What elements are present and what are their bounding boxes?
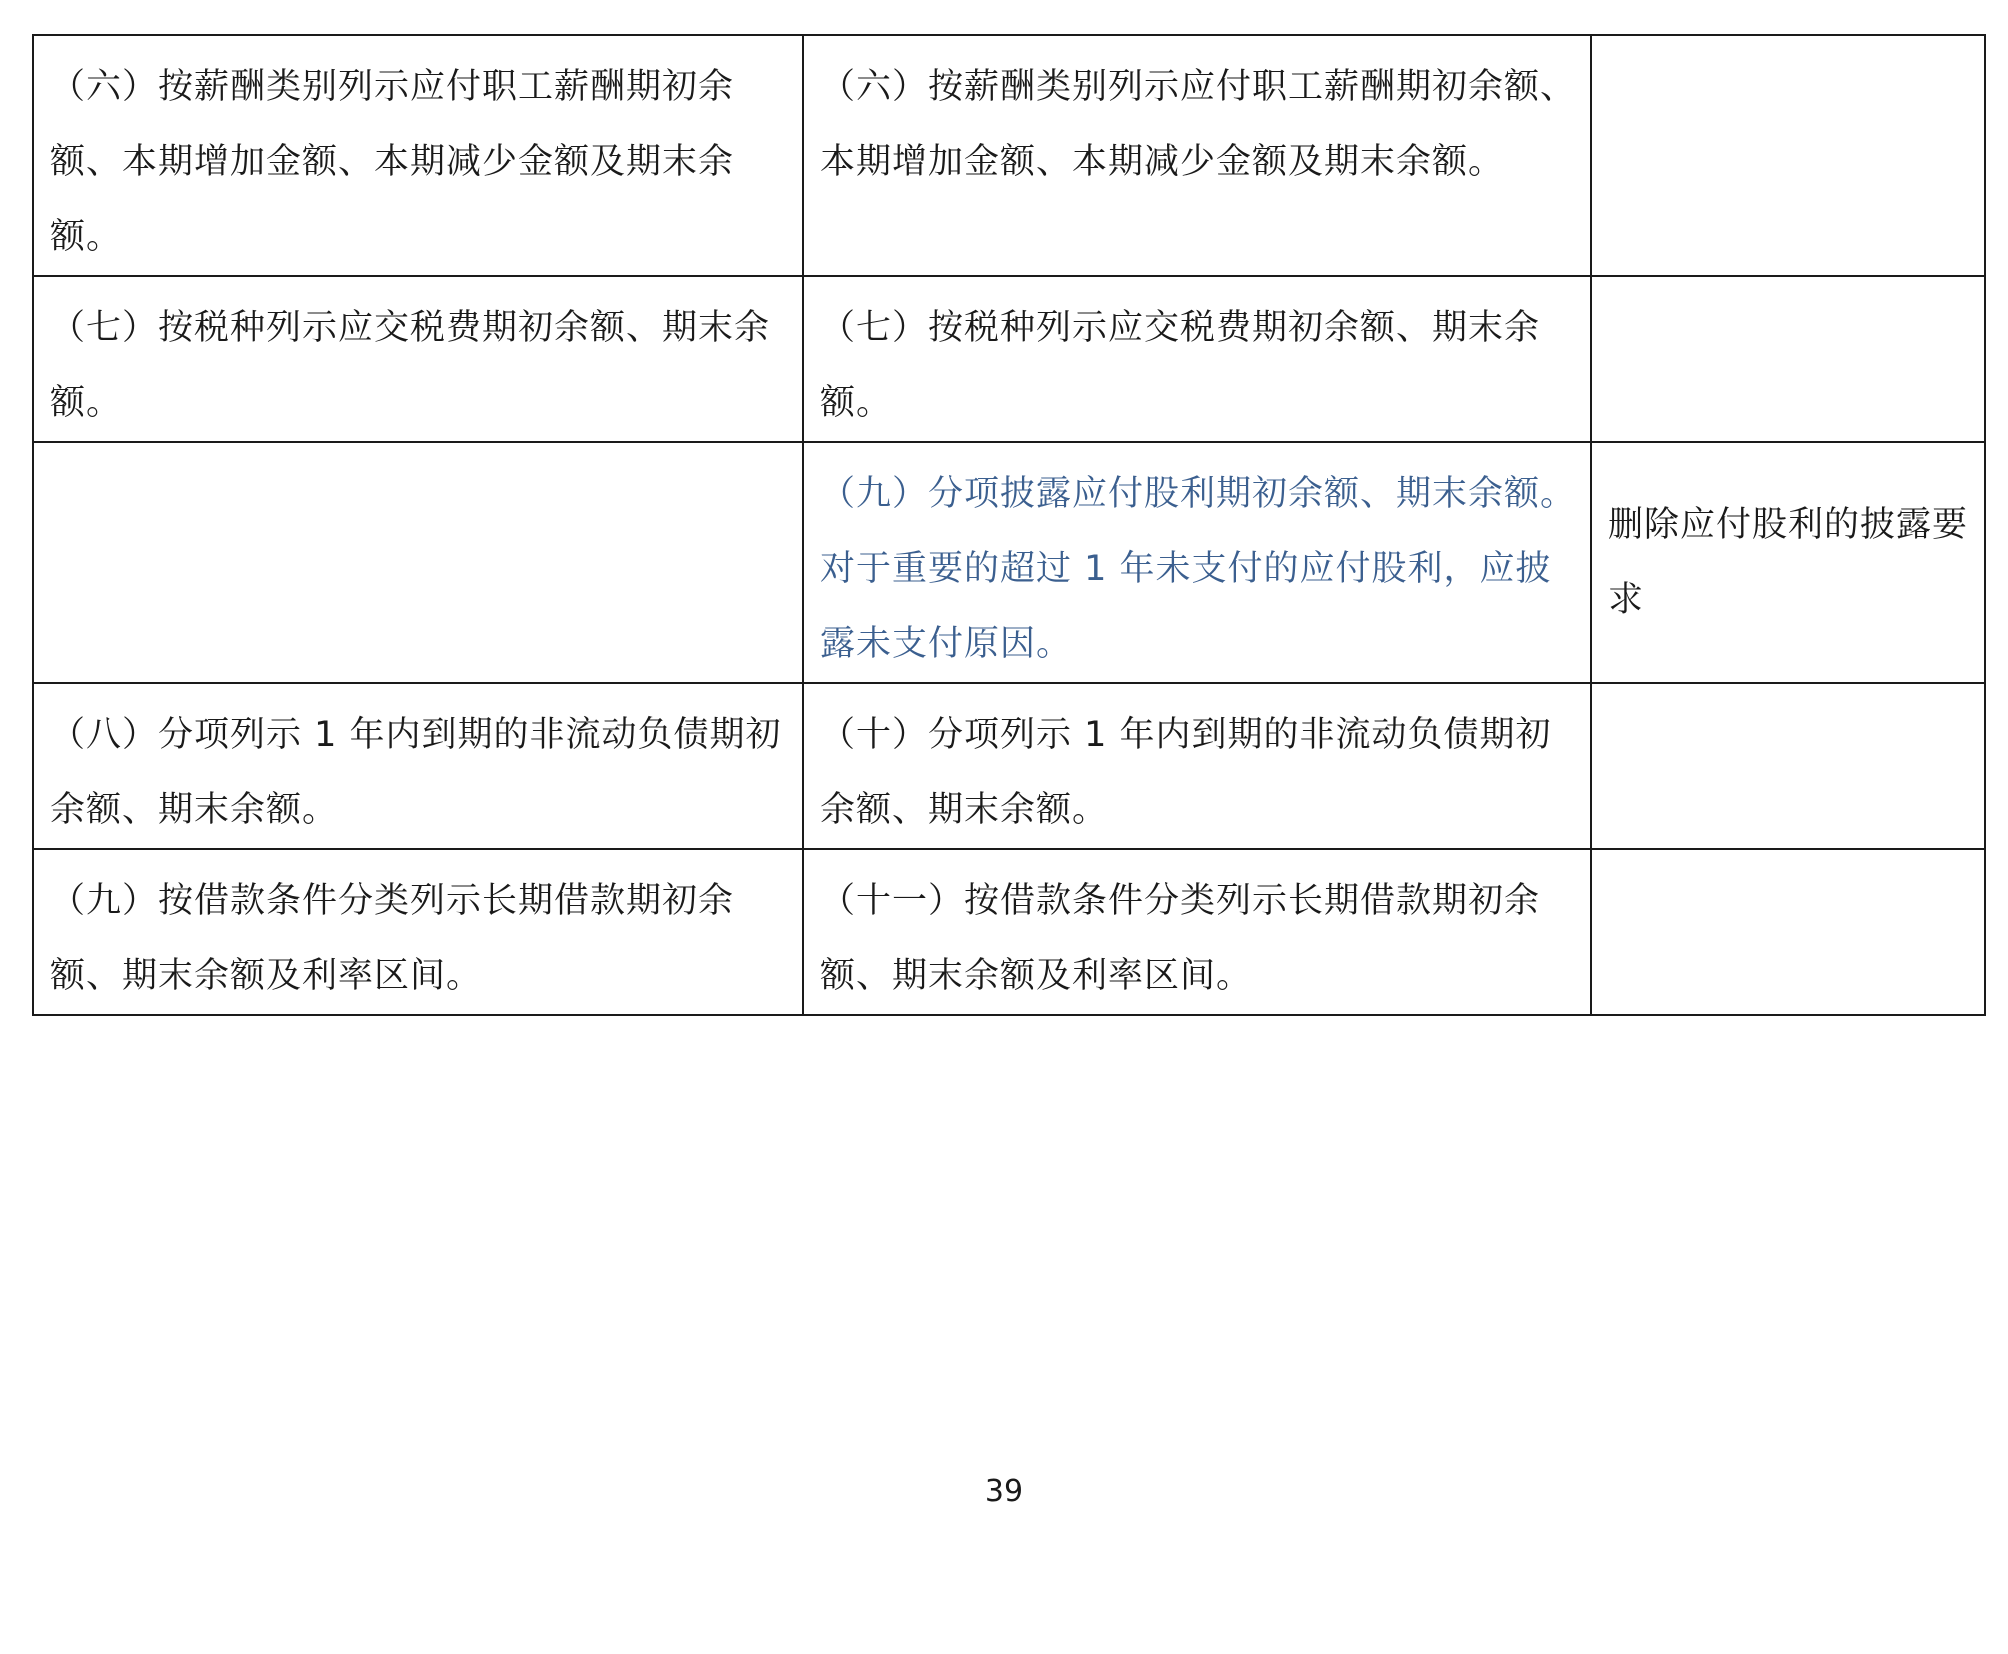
revision-note-cell <box>1591 683 1985 849</box>
original-clause-cell: （九）按借款条件分类列示长期借款期初余额、期末余额及利率区间。 <box>33 849 803 1015</box>
table-row <box>33 442 1985 683</box>
comparison-table <box>32 34 1986 1016</box>
original-clause-cell <box>33 442 803 683</box>
revision-note-cell <box>1591 849 1985 1015</box>
original-clause-cell: （八）分项列示 1 年内到期的非流动负债期初余额、期末余额。 <box>33 683 803 849</box>
revision-note-cell <box>1591 35 1985 276</box>
original-clause-cell: （六）按薪酬类别列示应付职工薪酬期初余额、本期增加金额、本期减少金额及期末余额。 <box>33 35 803 276</box>
revised-clause-cell: （九）分项披露应付股利期初余额、期末余额。对于重要的超过 1 年未支付的应付股利，应披露未支付原因。 <box>803 442 1591 683</box>
table-row <box>33 276 1985 442</box>
revised-clause-cell: （十一）按借款条件分类列示长期借款期初余额、期末余额及利率区间。 <box>803 849 1591 1015</box>
revision-note-cell <box>1591 276 1985 442</box>
table-row <box>33 683 1985 849</box>
revised-clause-cell: （六）按薪酬类别列示应付职工薪酬期初余额、本期增加金额、本期减少金额及期末余额。 <box>803 35 1591 276</box>
page-number: 39 <box>984 1474 1024 1509</box>
revised-clause-cell: （十）分项列示 1 年内到期的非流动负债期初余额、期末余额。 <box>803 683 1591 849</box>
table-row <box>33 849 1985 1015</box>
revision-note-cell: 删除应付股利的披露要求 <box>1591 442 1985 683</box>
table-row <box>33 35 1985 276</box>
revised-clause-cell: （七）按税种列示应交税费期初余额、期末余额。 <box>803 276 1591 442</box>
original-clause-cell: （七）按税种列示应交税费期初余额、期末余额。 <box>33 276 803 442</box>
